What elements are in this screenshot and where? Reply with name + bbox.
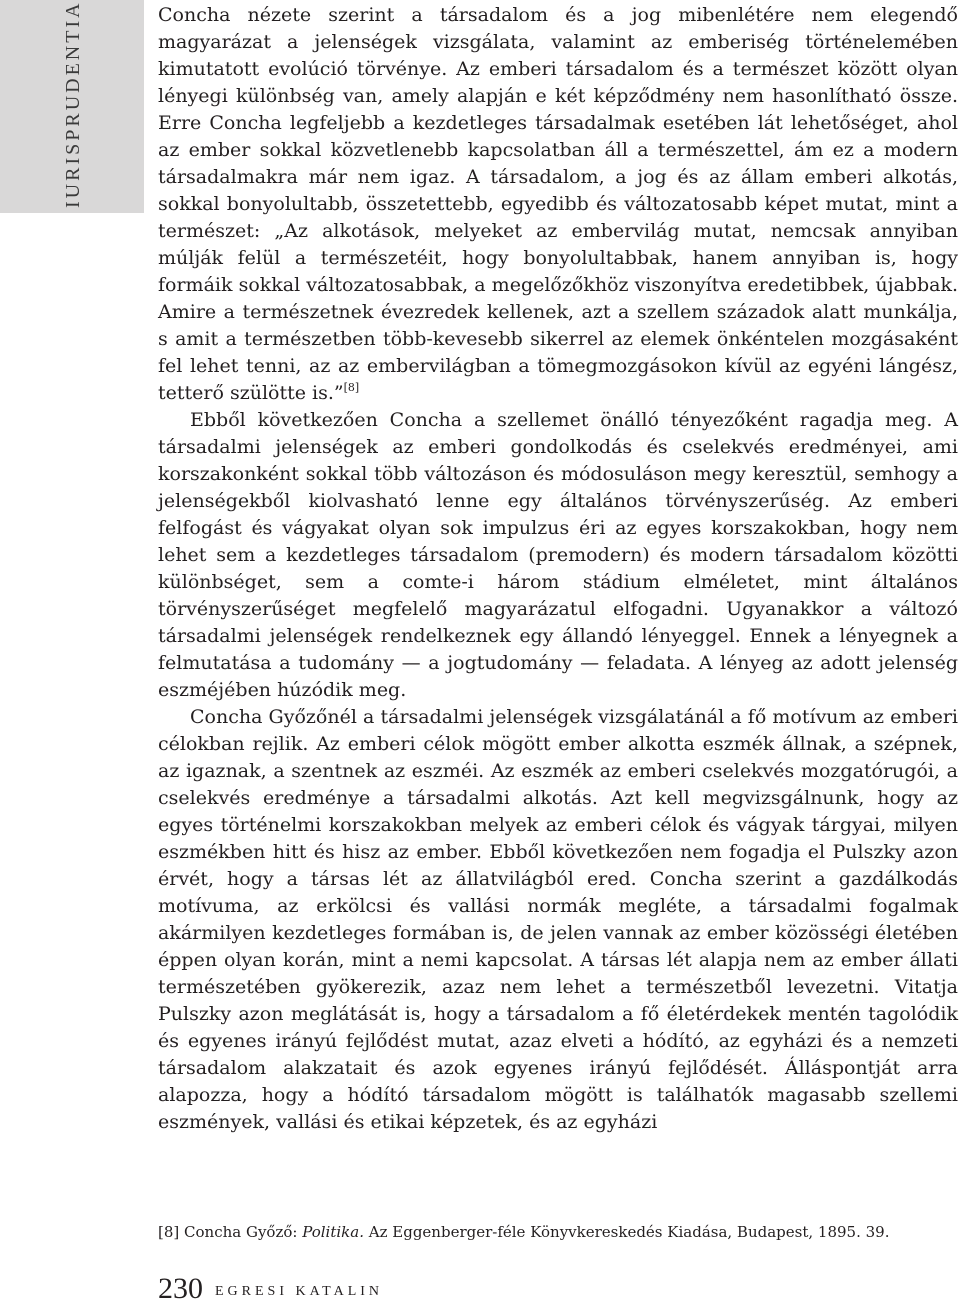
paragraph: Concha Győzőnél a társadalmi jelenségek vizsgálatánál a fő motívum az emberi célokban rejlik. Az emberi célok mögött ember alkotta eszmék állnak, a szépnek, az igaznak, a szentnek az eszméi. Az eszmék az emberi cselekvés mozgatórugói, a cselekvés eredménye a társadalmi alkotás. Azt kell megvizsgálnunk, hogy az egyes történelmi korszakokban melyek az emberi célok és vágyak tárgyai, milyen eszmékben hitt és hisz az ember. Ebből következően nem fogadja el Pulszky azon érvét, hogy a társas lét az állatvilágból ered. Concha szerint a gazdálkodás motívuma, az erkölcsi és vallási normák megléte, a társadalmi fogalmak akármilyen kezdetleges formában is, de jelen vannak az ember közösségi életében éppen olyan korán, mint a nemi kapcsolat. A társas lét alapja nem az ember állati természetében gyökerezik, azaz nem lehet a természetből levezetni. Vitatja Pulszky azon meglátását is, hogy a társadalom a fő életérdekek mentén tagolódik és egyenes irányú fejlődést mutat, azaz elveti a hódító, az egyházi és a nemzeti társadalom alakzatait és azok egyenes irányú fejlődését. Álláspontját arra alapozza, hogy a hódító társadalom mögött is találhatók magasabb szellemi eszmények, vallási és etikai képzetek, és az egyházi [158, 706, 958, 1133]
footnote [158, 1221, 958, 1243]
journal-title: IURISPRUDENTIA [62, 0, 84, 208]
footnote-author: Concha Győző: [184, 1223, 298, 1241]
paragraph-text: Concha nézete szerint a társadalom és a jog mibenlétére nem elegendő magyarázat a jelenségek vizsgálata, valamint az emberiség történelemében kimutatott evolúció törvénye. Az emberi társadalom és a természet között olyan lényegi különbség van, amely alapján e két képződmény nem hasonlítható össze. Erre Concha legfeljebb a kezdetleges társadalmak esetében lát lehetőséget, ahol az ember sokkal közvetlenebb kapcsolatban áll a természettel, ám ez a modern társadalmakra már nem igaz. A társadalom, a jog és az állam emberi alkotás, sokkal bonyolultabb, összetettebb, egyedibb és változatosabb képet mutat, mint a természet: „Az alkotások, melyeket az embervilág mutat, nemcsak annyiban múlják felül a természetéit, hogy bonyolultabbak, hanem annyiban is, hogy formáik sokkal változatosabbak, a megelőzőkhöz viszonyítva eredetibbek, újabbak. Amire a természetnek évezredek kellenek, azt a szellem századok alatt munkálja, s amit a természetben több-kevesebb sikerrel az elemek önkéntelen mozgásaként fel lehet tenni, az az embervilágban a tömegmozgásokon kívül az egyéni lángész, tetterő szülötte is.” [158, 4, 958, 404]
paragraph [158, 2, 958, 407]
paragraph: Ebből következően Concha a szellemet önálló tényezőként ragadja meg. A társadalmi jelenségek az emberi gondolkodás és cselekvés eredményei, ami korszakonként sokkal több változáson és módosuláson megy keresztül, semhogy a jelenségekből kiolvasható lenne egy általános törvényszerűség. Az emberi felfogást és vágyakat olyan sok impulzus éri az egyes korszakokban, hogy nem lehet sem a kezdetleges társadalom (premodern) és modern társadalom közötti különbséget, sem a comte-i három stádium elméletet, mint általános törvényszerűséget megfelelő magyarázatul elfogadni. Ugyanakkor a változó társadalmi jelenségek rendelkeznek egy állandó lényeggel. Ennek a lényegnek a felmutatása a tudomány — a jogtudomány — feladata. A lényeg az adott jelenség eszméjében húzódik meg. [158, 409, 958, 701]
footnote-title: Politika. [302, 1223, 364, 1241]
page-number: 230 [158, 1272, 203, 1305]
article-body [158, 2, 958, 1136]
page-footer [158, 1272, 383, 1306]
footnote-reference[interactable]: [8] [343, 381, 360, 394]
footnote-marker: [8] [158, 1223, 180, 1241]
footnote-details: Az Eggenberger-féle Könyvkereskedés Kiadása, Budapest, 1895. 39. [368, 1223, 890, 1241]
running-author: EGRESI KATALIN [215, 1284, 384, 1299]
